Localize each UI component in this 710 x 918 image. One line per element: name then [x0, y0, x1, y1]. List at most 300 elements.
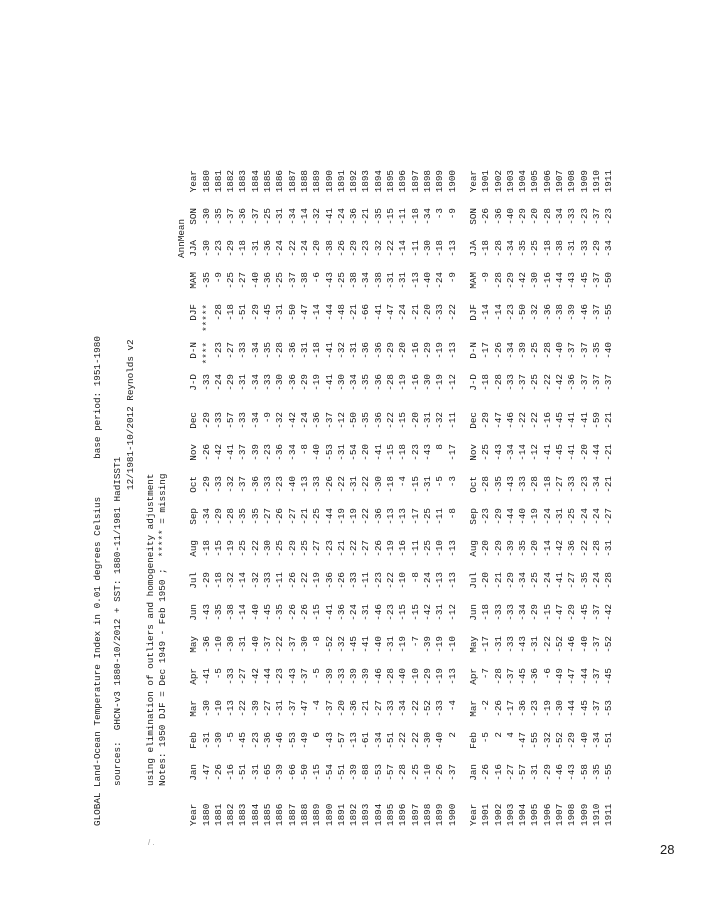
value-cell: -54: [348, 444, 360, 461]
value-cell: -55: [603, 764, 615, 781]
table-row: [529, 170, 541, 826]
value-cell: -50: [603, 272, 615, 289]
document-header: [92, 66, 169, 826]
table-row: [201, 170, 213, 826]
value-cell: J-D: [188, 374, 200, 391]
value-cell: -45: [237, 732, 249, 749]
table-row: [262, 170, 274, 826]
value-cell: -41: [566, 412, 578, 429]
table-row: [447, 170, 459, 826]
value-cell: -5: [212, 668, 224, 680]
year-cell: Year: [188, 170, 200, 193]
value-cell: -35: [360, 412, 372, 429]
table-row: [591, 170, 603, 826]
value-cell: -39: [517, 342, 529, 359]
value-cell: -40: [286, 476, 298, 493]
value-cell: -39: [249, 700, 261, 717]
value-cell: -26: [212, 764, 224, 781]
value-cell: -37: [590, 272, 602, 289]
value-cell: -28: [541, 342, 553, 359]
table-row: [299, 170, 311, 826]
year-cell: 1881: [212, 170, 224, 193]
value-cell: -33: [517, 476, 529, 493]
table-row: [250, 170, 262, 826]
value-cell: -29: [200, 476, 212, 493]
value-cell: Jul: [188, 572, 200, 589]
value-cell: -26: [335, 572, 347, 589]
year-cell: 1903: [504, 170, 516, 193]
value-cell: -9: [262, 412, 274, 424]
value-cell: -23: [504, 304, 516, 321]
value-cell: -22: [541, 636, 553, 653]
value-cell: -36: [262, 240, 274, 257]
value-cell: -9: [480, 272, 492, 284]
value-cell: -25: [237, 540, 249, 557]
value-cell: -41: [566, 444, 578, 461]
value-cell: Aug: [188, 540, 200, 557]
table-row: [336, 170, 348, 826]
value-cell: -14: [492, 304, 504, 321]
table-row: [237, 170, 249, 826]
value-cell: -16: [225, 764, 237, 781]
value-cell: -45: [554, 412, 566, 429]
value-cell: SON: [188, 208, 200, 225]
value-cell: -14: [237, 604, 249, 621]
table-row: [410, 170, 422, 826]
value-cell: -23: [274, 668, 286, 685]
value-cell: -3: [434, 208, 446, 220]
value-cell: -43: [421, 444, 433, 461]
value-cell: -39: [249, 444, 261, 461]
value-cell: -29: [590, 240, 602, 257]
value-cell: -41: [323, 604, 335, 621]
year-cell: 1899: [434, 803, 446, 826]
value-cell: -15: [397, 604, 409, 621]
value-cell: -20: [397, 342, 409, 359]
value-cell: -50: [298, 764, 310, 781]
value-cell: -33: [212, 476, 224, 493]
value-cell: -33: [434, 700, 446, 717]
value-cell: -34: [372, 732, 384, 749]
value-cell: -22: [237, 700, 249, 717]
value-cell: -32: [225, 572, 237, 589]
value-cell: -14: [298, 208, 310, 225]
value-cell: -36: [200, 636, 212, 653]
value-cell: -29: [480, 412, 492, 429]
value-cell: -22: [529, 412, 541, 429]
value-cell: -24: [298, 240, 310, 257]
value-cell: -27: [225, 342, 237, 359]
value-cell: -44: [590, 444, 602, 461]
value-cell: -47: [566, 668, 578, 685]
value-cell: -23: [262, 444, 274, 461]
year-cell: Year: [468, 803, 479, 826]
value-cell: Mar: [188, 700, 200, 717]
value-cell: -24: [590, 572, 602, 589]
value-cell: -21: [603, 412, 615, 429]
value-cell: -37: [298, 668, 310, 685]
value-cell: -41: [578, 412, 590, 429]
value-cell: -31: [397, 272, 409, 289]
year-cell: 1908: [566, 170, 578, 193]
value-cell: -18: [480, 374, 492, 391]
value-cell: -43: [566, 272, 578, 289]
value-cell: -36: [529, 668, 541, 685]
year-cell: 1887: [286, 170, 298, 193]
value-cell: -51: [603, 732, 615, 749]
value-cell: -19: [541, 700, 553, 717]
value-cell: Dec: [188, 412, 200, 429]
value-cell: -45: [578, 604, 590, 621]
value-cell: -35: [360, 374, 372, 391]
value-cell: -51: [385, 732, 397, 749]
value-cell: -46: [578, 304, 590, 321]
value-cell: -29: [566, 732, 578, 749]
value-cell: -50: [286, 304, 298, 321]
value-cell: -33: [335, 668, 347, 685]
value-cell: -36: [372, 412, 384, 429]
value-cell: -23: [578, 208, 590, 225]
value-cell: MAM: [188, 272, 200, 289]
value-cell: -59: [590, 412, 602, 429]
value-cell: -29: [286, 540, 298, 557]
value-cell: -26: [492, 700, 504, 717]
value-cell: -39: [348, 764, 360, 781]
value-cell: -31: [492, 636, 504, 653]
value-cell: -52: [554, 636, 566, 653]
temperature-table-1901-1911: [468, 170, 616, 826]
value-cell: -37: [590, 304, 602, 321]
value-cell: -14: [397, 240, 409, 257]
value-cell: D-N: [188, 342, 200, 359]
year-cell: 1883: [237, 170, 249, 193]
value-cell: -34: [504, 240, 516, 257]
value-cell: -22: [348, 540, 360, 557]
value-cell: -55: [603, 304, 615, 321]
value-cell: -33: [504, 374, 516, 391]
year-cell: 1881: [212, 803, 224, 826]
value-cell: -40: [311, 444, 323, 461]
value-cell: -49: [554, 668, 566, 685]
year-cell: 1898: [421, 170, 433, 193]
value-cell: 8: [434, 444, 446, 450]
value-cell: -22: [409, 732, 421, 749]
value-cell: -13: [434, 572, 446, 589]
value-cell: -24: [590, 508, 602, 525]
value-cell: -6: [541, 668, 553, 680]
table-row: [274, 170, 286, 826]
value-cell: -27: [554, 476, 566, 493]
value-cell: -45: [554, 444, 566, 461]
value-cell: -28: [529, 476, 541, 493]
value-cell: -52: [554, 732, 566, 749]
value-cell: -47: [298, 304, 310, 321]
year-cell: 1905: [529, 803, 541, 826]
value-cell: -34: [286, 208, 298, 225]
value-cell: -47: [298, 700, 310, 717]
value-cell: -33: [578, 240, 590, 257]
value-cell: -31: [360, 604, 372, 621]
value-cell: -35: [274, 604, 286, 621]
value-cell: -41: [323, 342, 335, 359]
value-cell: -35: [237, 508, 249, 525]
table-row: [422, 170, 434, 826]
value-cell: -51: [335, 764, 347, 781]
value-cell: -12: [446, 374, 458, 391]
value-cell: -31: [529, 764, 541, 781]
year-cell: 1895: [385, 170, 397, 193]
value-cell: -5: [480, 732, 492, 744]
value-cell: -42: [554, 540, 566, 557]
value-cell: -34: [517, 572, 529, 589]
value-cell: -31: [385, 636, 397, 653]
value-cell: -40: [434, 732, 446, 749]
value-cell: -17: [480, 342, 492, 359]
value-cell: -35: [249, 508, 261, 525]
value-cell: -31: [554, 508, 566, 525]
value-cell: -16: [409, 342, 421, 359]
year-cell: 1880: [200, 170, 212, 193]
value-cell: -31: [274, 208, 286, 225]
table-row: [385, 170, 397, 826]
base-period: base period: 1951-1980: [92, 336, 103, 459]
value-cell: -34: [504, 342, 516, 359]
value-cell: -40: [554, 342, 566, 359]
value-cell: -36: [237, 208, 249, 225]
table-row: [542, 170, 554, 826]
value-cell: -37: [262, 636, 274, 653]
value-cell: -46: [372, 604, 384, 621]
table-row: [505, 170, 517, 826]
value-cell: -13: [446, 572, 458, 589]
value-cell: Dec: [468, 412, 479, 429]
value-cell: -23: [360, 240, 372, 257]
value-cell: -10: [397, 572, 409, 589]
value-cell: -32: [335, 342, 347, 359]
value-cell: -19: [225, 540, 237, 557]
value-cell: -40: [517, 508, 529, 525]
value-cell: -19: [434, 374, 446, 391]
value-cell: -33: [237, 412, 249, 429]
value-cell: Mar: [468, 700, 479, 717]
value-cell: -22: [360, 476, 372, 493]
value-cell: -29: [212, 508, 224, 525]
year-cell: 1897: [409, 803, 421, 826]
value-cell: 6: [311, 732, 323, 738]
value-cell: -28: [590, 540, 602, 557]
value-cell: -40: [603, 342, 615, 359]
year-cell: 1900: [446, 803, 458, 826]
value-cell: -31: [566, 240, 578, 257]
value-cell: -18: [397, 444, 409, 461]
value-cell: -13: [446, 540, 458, 557]
value-cell: -37: [603, 374, 615, 391]
value-cell: -58: [578, 764, 590, 781]
value-cell: -32: [249, 572, 261, 589]
table-row: [225, 170, 237, 826]
value-cell: -29: [504, 572, 516, 589]
value-cell: -53: [286, 732, 298, 749]
value-cell: -20: [529, 208, 541, 225]
value-cell: -33: [262, 476, 274, 493]
value-cell: -16: [541, 272, 553, 289]
value-cell: -27: [372, 700, 384, 717]
value-cell: -27: [262, 508, 274, 525]
value-cell: -29: [249, 304, 261, 321]
table-row: [287, 170, 299, 826]
value-cell: -13: [225, 700, 237, 717]
value-cell: -22: [397, 732, 409, 749]
value-cell: -37: [590, 668, 602, 685]
value-cell: -30: [298, 636, 310, 653]
year-cell: 1910: [590, 170, 602, 193]
table-row: [348, 170, 360, 826]
value-cell: -30: [529, 272, 541, 289]
year-cell: 1896: [397, 170, 409, 193]
value-cell: -29: [566, 604, 578, 621]
table-row: [493, 170, 505, 826]
value-cell: -4: [311, 700, 323, 712]
value-cell: -65: [262, 764, 274, 781]
value-cell: -44: [323, 304, 335, 321]
value-cell: -52: [421, 700, 433, 717]
value-cell: -33: [385, 700, 397, 717]
table-row: [579, 170, 591, 826]
value-cell: -36: [566, 374, 578, 391]
value-cell: -25: [480, 444, 492, 461]
value-cell: -30: [554, 700, 566, 717]
value-cell: -11: [397, 208, 409, 225]
value-cell: -40: [578, 636, 590, 653]
value-cell: -26: [298, 604, 310, 621]
value-cell: -8: [409, 572, 421, 584]
value-cell: -10: [421, 764, 433, 781]
value-cell: -66: [360, 304, 372, 321]
value-cell: -37: [237, 476, 249, 493]
year-cell: 1896: [397, 803, 409, 826]
value-cell: -18: [480, 240, 492, 257]
value-cell: -14: [237, 572, 249, 589]
value-cell: -32: [274, 412, 286, 429]
value-cell: -22: [385, 412, 397, 429]
value-cell: -33: [262, 374, 274, 391]
value-cell: -19: [434, 636, 446, 653]
year-cell: 1906: [541, 170, 553, 193]
value-cell: -28: [385, 374, 397, 391]
value-cell: -52: [323, 636, 335, 653]
value-cell: -13: [298, 476, 310, 493]
value-cell: -51: [237, 764, 249, 781]
value-cell: D-N: [468, 342, 479, 359]
table-header-row: [468, 170, 480, 826]
value-cell: -2: [480, 700, 492, 712]
value-cell: -35: [372, 208, 384, 225]
value-cell: -15: [397, 412, 409, 429]
value-cell: -30: [225, 636, 237, 653]
value-cell: -42: [554, 374, 566, 391]
value-cell: -39: [504, 540, 516, 557]
value-cell: -18: [237, 240, 249, 257]
year-cell: 1889: [311, 803, 323, 826]
table-row: [517, 170, 529, 826]
value-cell: -43: [286, 668, 298, 685]
value-cell: -24: [348, 604, 360, 621]
value-cell: -41: [225, 444, 237, 461]
value-cell: -33: [237, 342, 249, 359]
value-cell: -31: [421, 412, 433, 429]
value-cell: -41: [323, 374, 335, 391]
value-cell: -22: [286, 240, 298, 257]
value-cell: -37: [590, 208, 602, 225]
year-cell: 1904: [517, 170, 529, 193]
value-cell: Nov: [188, 444, 200, 461]
value-cell: -38: [323, 240, 335, 257]
value-cell: -36: [249, 476, 261, 493]
value-cell: -24: [212, 374, 224, 391]
value-cell: -37: [566, 342, 578, 359]
value-cell: -47: [517, 732, 529, 749]
value-cell: -57: [517, 764, 529, 781]
value-cell: -41: [541, 444, 553, 461]
value-cell: -20: [311, 240, 323, 257]
value-cell: -37: [286, 700, 298, 717]
value-cell: -4: [397, 476, 409, 488]
value-cell: -34: [603, 240, 615, 257]
value-cell: -42: [603, 604, 615, 621]
value-cell: -9: [446, 208, 458, 220]
value-cell: -25: [409, 764, 421, 781]
annmean-header-row: [176, 170, 188, 826]
year-cell: 1888: [298, 170, 310, 193]
value-cell: -23: [212, 240, 224, 257]
value-cell: ****: [200, 342, 212, 365]
title-line: [92, 66, 104, 826]
value-cell: -31: [434, 604, 446, 621]
year-cell: 1899: [434, 170, 446, 193]
value-cell: -39: [274, 764, 286, 781]
value-cell: -22: [249, 540, 261, 557]
value-cell: -11: [360, 572, 372, 589]
value-cell: -27: [360, 540, 372, 557]
value-cell: -25: [274, 540, 286, 557]
value-cell: -9: [446, 272, 458, 284]
value-cell: -19: [529, 508, 541, 525]
value-cell: -14: [480, 304, 492, 321]
value-cell: -26: [274, 508, 286, 525]
value-cell: -40: [372, 636, 384, 653]
value-cell: -13: [397, 508, 409, 525]
value-cell: -44: [578, 668, 590, 685]
value-cell: Sep: [468, 508, 479, 525]
value-cell: -25: [529, 342, 541, 359]
table-row: [397, 170, 409, 826]
value-cell: -16: [397, 540, 409, 557]
value-cell: -44: [554, 272, 566, 289]
value-cell: -10: [446, 636, 458, 653]
value-cell: -34: [590, 476, 602, 493]
value-cell: -18: [385, 476, 397, 493]
value-cell: -24: [397, 304, 409, 321]
value-cell: -28: [385, 668, 397, 685]
value-cell: -25: [225, 272, 237, 289]
value-cell: -14: [541, 540, 553, 557]
value-cell: -28: [492, 374, 504, 391]
year-cell: 1911: [603, 803, 615, 826]
value-cell: -36: [311, 412, 323, 429]
value-cell: -41: [360, 636, 372, 653]
value-cell: -26: [434, 764, 446, 781]
value-cell: -44: [323, 508, 335, 525]
